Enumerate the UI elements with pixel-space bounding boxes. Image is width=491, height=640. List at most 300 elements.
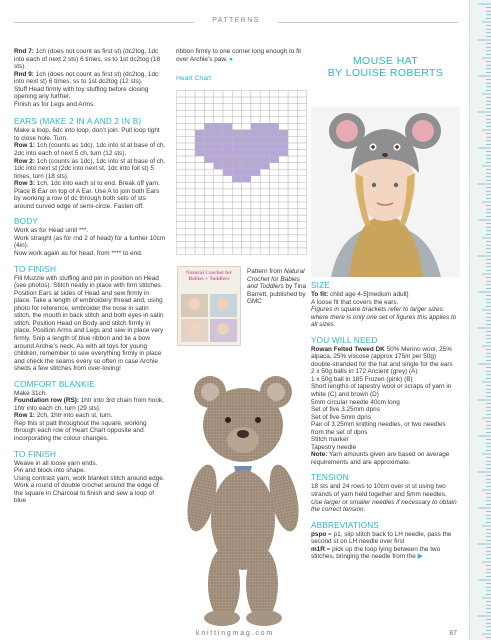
chart-cell bbox=[251, 97, 260, 104]
chart-cell bbox=[195, 176, 204, 183]
chart-cell bbox=[214, 97, 223, 104]
chart-cell bbox=[242, 215, 251, 222]
tofinish-text: Fill Muzzle with stuffing and pin in position on Head (see photos). Stitch neatly in place with firm stitches. Position Ears at sides of Head and sew firmly in place. Take a length of embroidery thread and, using photo for reference, embroider the nose in satin stitch, the mouth in back stitch and both eyes in satin stitch. Position Head on Body and stitch firmly in place. Position Arms and Legs and sew in place very firmly. Snip a length of blue ribbon and tie a bow around Archie’s neck. As with all toys for young children, remember to sew everything firmly in place and check the seams every so often in case Archie sheds a few stitches from over-loving! bbox=[14, 274, 164, 373]
title-line2: BY LOUISE ROBERTS bbox=[327, 66, 444, 79]
chart-cell bbox=[251, 202, 260, 209]
ears-place: Place B Ear on top of A Ear. Use A to join both Ears by working a row of dc through both sets of sts around curved edge of semi-circle. Fasten off. bbox=[14, 187, 160, 210]
chart-cell bbox=[186, 235, 195, 242]
chart-cell bbox=[214, 176, 223, 183]
chart-cell bbox=[177, 248, 186, 255]
chart-cell bbox=[270, 241, 279, 248]
chart-cell bbox=[279, 235, 288, 242]
chart-cell-heart bbox=[251, 169, 260, 176]
need-item: 2 x 50g balls in 172 Ancient (grey) (A) bbox=[311, 368, 418, 376]
chart-cell-heart bbox=[242, 130, 251, 137]
chart-cell bbox=[214, 117, 223, 124]
chart-cell bbox=[288, 169, 297, 176]
chart-cell bbox=[232, 91, 241, 98]
chart-cell-heart bbox=[279, 143, 288, 150]
chart-cell bbox=[177, 241, 186, 248]
chart-cell bbox=[204, 104, 213, 111]
chart-cell bbox=[186, 136, 195, 143]
chart-cell bbox=[223, 97, 232, 104]
chart-cell bbox=[232, 182, 241, 189]
chart-cell-heart bbox=[251, 136, 260, 143]
chart-cell bbox=[177, 228, 186, 235]
size-heading: SIZE bbox=[311, 281, 330, 290]
chart-cell bbox=[251, 195, 260, 202]
chart-cell bbox=[297, 130, 306, 137]
chart-cell-heart bbox=[242, 143, 251, 150]
chart-cell bbox=[204, 91, 213, 98]
chart-cell bbox=[260, 117, 269, 124]
chart-cell bbox=[297, 228, 306, 235]
chart-cell bbox=[288, 189, 297, 196]
chart-cell bbox=[232, 189, 241, 196]
chart-cell bbox=[297, 156, 306, 163]
chart-cell bbox=[270, 182, 279, 189]
chart-cell-heart bbox=[214, 163, 223, 170]
chart-cell bbox=[223, 235, 232, 242]
chart-cell-heart bbox=[204, 136, 213, 143]
chart-cell-heart bbox=[195, 136, 204, 143]
chart-cell-heart bbox=[223, 130, 232, 137]
chart-cell bbox=[242, 195, 251, 202]
chart-cell bbox=[288, 136, 297, 143]
chart-cell bbox=[279, 156, 288, 163]
chart-cell bbox=[177, 176, 186, 183]
ears-row3: Row 3: 1ch, 1dc into each st to end. Break off yarn. bbox=[14, 180, 160, 188]
chart-cell bbox=[186, 189, 195, 196]
chart-cell bbox=[270, 222, 279, 229]
chart-cell bbox=[288, 228, 297, 235]
chart-cell bbox=[242, 248, 251, 255]
chart-cell-heart bbox=[242, 176, 251, 183]
size-fit: To fit: child age 4-5[medium adult] bbox=[311, 291, 409, 298]
book-cover-photos bbox=[181, 294, 237, 342]
chart-cell bbox=[214, 241, 223, 248]
chart-cell bbox=[232, 110, 241, 117]
chart-cell bbox=[242, 222, 251, 229]
column-right bbox=[311, 281, 459, 561]
chart-cell-heart bbox=[214, 143, 223, 150]
need-heading: YOU WILL NEED bbox=[311, 335, 378, 345]
chart-cell-heart bbox=[223, 156, 232, 163]
chart-cell bbox=[288, 156, 297, 163]
chart-cell bbox=[204, 228, 213, 235]
chart-cell bbox=[288, 150, 297, 157]
chart-cell bbox=[232, 241, 241, 248]
chart-cell bbox=[260, 182, 269, 189]
chart-cell bbox=[297, 136, 306, 143]
chart-cell bbox=[288, 163, 297, 170]
chart-cell-heart bbox=[251, 156, 260, 163]
chart-cell bbox=[195, 163, 204, 170]
chart-cell bbox=[288, 123, 297, 130]
chart-cell bbox=[288, 241, 297, 248]
chart-cell bbox=[270, 104, 279, 111]
chart-cell bbox=[242, 104, 251, 111]
chart-cell bbox=[186, 222, 195, 229]
body-heading: BODY bbox=[14, 217, 39, 227]
chart-cell-heart bbox=[279, 150, 288, 157]
chart-cell-heart bbox=[279, 136, 288, 143]
chart-cell bbox=[270, 235, 279, 242]
chart-cell-heart bbox=[204, 156, 213, 163]
ears-intro: Make a loop, 6dc into loop, don’t join. Pull loop tight to close hole. Turn. bbox=[14, 127, 160, 142]
chart-cell bbox=[177, 123, 186, 130]
chart-cell-heart bbox=[195, 150, 204, 157]
chart-cell bbox=[177, 104, 186, 111]
chart-cell bbox=[204, 235, 213, 242]
chart-cell bbox=[279, 97, 288, 104]
chart-cell bbox=[270, 169, 279, 176]
chart-cell-heart bbox=[204, 143, 213, 150]
chart-cell bbox=[195, 156, 204, 163]
blankie-heading: COMFORT BLANKIE bbox=[14, 379, 95, 389]
chart-cell bbox=[177, 150, 186, 157]
chart-cell-heart bbox=[223, 143, 232, 150]
chart-cell bbox=[260, 91, 269, 98]
chart-cell bbox=[195, 104, 204, 111]
tension-text: 18 sts and 24 rows to 10cm over st st using two strands of yarn held together and 5mm needles. bbox=[311, 483, 447, 499]
chart-cell bbox=[279, 104, 288, 111]
chart-cell bbox=[195, 195, 204, 202]
chart-cell bbox=[177, 222, 186, 229]
chart-cell bbox=[195, 189, 204, 196]
chart-cell bbox=[279, 228, 288, 235]
chart-cell bbox=[297, 110, 306, 117]
chart-cell bbox=[279, 215, 288, 222]
chart-cell-heart bbox=[260, 130, 269, 137]
chart-cell-heart bbox=[214, 130, 223, 137]
chart-cell bbox=[270, 215, 279, 222]
ears-row2: Row 2: 1ch (counts as 1dc), 1dc into st at base of ch, 1dc into next st (2dc into next st, 1dc into foll st) 5 times, turn (18 sts). bbox=[14, 157, 166, 180]
need-item: Stitch marker bbox=[311, 436, 349, 444]
chart-cell bbox=[260, 235, 269, 242]
chart-cell-heart bbox=[223, 123, 232, 130]
ears-heading: EARS (MAKE 2 IN A AND 2 IN B) bbox=[14, 117, 142, 127]
chart-cell bbox=[279, 117, 288, 124]
chart-cell bbox=[270, 163, 279, 170]
chart-cell bbox=[288, 209, 297, 216]
chart-cell bbox=[242, 189, 251, 196]
need-item: Set of five 3.25mm dpns bbox=[311, 406, 380, 414]
chart-cell bbox=[260, 195, 269, 202]
chart-cell bbox=[186, 150, 195, 157]
chart-cell bbox=[260, 209, 269, 216]
chart-cell-heart bbox=[195, 143, 204, 150]
footer-site: knittingmag.com bbox=[196, 630, 274, 637]
chart-cell bbox=[177, 156, 186, 163]
chart-cell bbox=[195, 215, 204, 222]
chart-cell bbox=[288, 215, 297, 222]
chart-cell bbox=[279, 182, 288, 189]
chart-cell bbox=[288, 110, 297, 117]
chart-cell bbox=[297, 241, 306, 248]
chart-cell bbox=[195, 209, 204, 216]
chart-cell bbox=[260, 176, 269, 183]
need-item: Short lengths of tapestry wool or scraps of yarn in white (C) and brown (D) bbox=[311, 383, 452, 399]
chart-cell bbox=[232, 123, 241, 130]
chart-cell bbox=[260, 169, 269, 176]
chart-cell-heart bbox=[232, 130, 241, 137]
book-cover bbox=[177, 266, 241, 346]
chart-cell bbox=[177, 202, 186, 209]
chart-cell bbox=[232, 222, 241, 229]
chart-cell bbox=[195, 182, 204, 189]
chart-cell-heart bbox=[204, 123, 213, 130]
chart-cell bbox=[288, 248, 297, 255]
chart-cell-heart bbox=[242, 136, 251, 143]
chart-cell bbox=[297, 235, 306, 242]
chart-cell bbox=[251, 91, 260, 98]
chart-cell bbox=[242, 123, 251, 130]
chart-cell bbox=[177, 130, 186, 137]
body-text: Work as for Head until ***. Work straight (as for rnd 2 of head) for a further 10cm (4in). Now work again as for head, from **** to end. bbox=[14, 227, 166, 258]
chart-cell bbox=[177, 195, 186, 202]
chart-cell-heart bbox=[223, 169, 232, 176]
chart-cell bbox=[260, 110, 269, 117]
chart-cell bbox=[195, 169, 204, 176]
header-rule-right bbox=[278, 22, 458, 23]
chart-cell bbox=[204, 222, 213, 229]
chart-cell bbox=[279, 248, 288, 255]
chart-cell bbox=[251, 248, 260, 255]
chart-cell bbox=[242, 241, 251, 248]
chart-cell bbox=[260, 228, 269, 235]
need-item: Set of five 5mm dpns bbox=[311, 413, 372, 421]
book-cover-title: Natural Crochet for Babies + Toddlers bbox=[185, 270, 232, 282]
chart-cell-heart bbox=[214, 123, 223, 130]
chart-cell bbox=[223, 202, 232, 209]
chart-cell bbox=[232, 195, 241, 202]
ears-row1: Row 1: 1ch (counts as 1dc), 1dc into st at base of ch, 2dc into each of next 5 ch, turn (12 sts). bbox=[14, 142, 166, 158]
chart-cell bbox=[232, 228, 241, 235]
chart-cell bbox=[251, 176, 260, 183]
chart-cell bbox=[251, 110, 260, 117]
chart-cell bbox=[270, 195, 279, 202]
size-loose: A loose fit that covers the ears. bbox=[311, 298, 399, 306]
tofinish2-text: Weave in all loose yarn ends. Pin and block into shape. Using contrast yarn, work blanket stitch around edge. Work a round of double crochet around the edge of the square in Charcoal to finish and sew a loop of blue bbox=[14, 459, 165, 505]
chart-cell-heart bbox=[232, 150, 241, 157]
chart-cell bbox=[251, 189, 260, 196]
chart-cell bbox=[177, 169, 186, 176]
chart-cell bbox=[186, 215, 195, 222]
chart-cell bbox=[204, 176, 213, 183]
chart-cell bbox=[204, 202, 213, 209]
chart-cell-heart bbox=[270, 150, 279, 157]
chart-cell bbox=[270, 97, 279, 104]
chart-cell bbox=[195, 202, 204, 209]
chart-cell bbox=[186, 248, 195, 255]
chart-cell bbox=[195, 228, 204, 235]
tension-note: Use larger or smaller needles if necessary to obtain the correct tension. bbox=[311, 498, 457, 514]
chart-cell bbox=[251, 228, 260, 235]
chart-cell bbox=[214, 169, 223, 176]
chart-cell bbox=[214, 189, 223, 196]
chart-cell bbox=[214, 209, 223, 216]
chart-cell-heart bbox=[270, 156, 279, 163]
chart-cell-heart bbox=[223, 136, 232, 143]
need-item: Pair of 3.25mm knitting needles, or two needles from the set of dpns bbox=[311, 421, 446, 436]
chart-cell bbox=[288, 182, 297, 189]
teddy-bear-photo bbox=[176, 370, 310, 628]
chart-cell bbox=[288, 222, 297, 229]
rnd7-text: Rnd 7: 1ch (does not count as first st) (dc2tog, 1dc into each of next 2 sts) 6 times, ss to 1st dc2tog (18 sts). bbox=[14, 48, 160, 71]
chart-cell bbox=[297, 150, 306, 157]
chart-cell bbox=[177, 215, 186, 222]
chart-cell bbox=[177, 163, 186, 170]
chart-cell bbox=[297, 195, 306, 202]
chart-cell-heart bbox=[242, 169, 251, 176]
chart-cell bbox=[195, 123, 204, 130]
chart-cell-heart bbox=[232, 156, 241, 163]
chart-cell-heart bbox=[232, 136, 241, 143]
size-note: Figures in square brackets refer to larger sizes: where there is only one set of figures this applies to all sizes. bbox=[311, 306, 457, 329]
chart-cell bbox=[214, 91, 223, 98]
chart-cell bbox=[288, 176, 297, 183]
chart-cell bbox=[186, 182, 195, 189]
chart-cell bbox=[251, 222, 260, 229]
chart-cell-heart bbox=[214, 150, 223, 157]
chart-cell bbox=[232, 248, 241, 255]
chart-cell bbox=[242, 97, 251, 104]
chart-cell bbox=[186, 195, 195, 202]
chart-cell bbox=[270, 189, 279, 196]
chart-cell bbox=[260, 248, 269, 255]
chart-cell bbox=[186, 143, 195, 150]
chart-cell bbox=[214, 222, 223, 229]
need-note: Note: Yarn amounts given are based on average requirements and are approximate. bbox=[311, 451, 450, 466]
chart-cell bbox=[186, 110, 195, 117]
chart-cell bbox=[279, 110, 288, 117]
chart-cell bbox=[279, 241, 288, 248]
chart-cell bbox=[223, 182, 232, 189]
chart-cell bbox=[279, 176, 288, 183]
chart-cell bbox=[177, 182, 186, 189]
chart-cell bbox=[270, 202, 279, 209]
chart-cell bbox=[288, 202, 297, 209]
chart-cell bbox=[223, 189, 232, 196]
chart-cell bbox=[223, 91, 232, 98]
pattern-credit: Pattern from Natural Crochet for Babies and Toddlers by Tina Barrett, published by GMC bbox=[247, 268, 307, 306]
page-number: 87 bbox=[449, 630, 457, 637]
stuff-text: Stuff Head firmly with toy stuffing before closing opening any further. bbox=[14, 85, 149, 101]
chart-cell-heart bbox=[260, 136, 269, 143]
chart-cell bbox=[279, 91, 288, 98]
blankie-row1: Row 1: 2ch, 1htr into each st, turn. bbox=[14, 412, 113, 420]
chart-cell bbox=[288, 195, 297, 202]
chart-cell bbox=[186, 163, 195, 170]
chart-cell bbox=[288, 130, 297, 137]
chart-cell bbox=[177, 91, 186, 98]
chart-cell-heart bbox=[242, 163, 251, 170]
chart-cell bbox=[260, 97, 269, 104]
ruler-ticks bbox=[470, 0, 491, 640]
chart-cell bbox=[223, 117, 232, 124]
chart-cell bbox=[297, 97, 306, 104]
chart-cell-heart bbox=[251, 143, 260, 150]
chart-cell bbox=[260, 104, 269, 111]
chart-cell bbox=[270, 228, 279, 235]
chart-cell bbox=[297, 209, 306, 216]
chart-cell bbox=[242, 91, 251, 98]
chart-cell-heart bbox=[270, 136, 279, 143]
chart-cell bbox=[214, 248, 223, 255]
chart-cell bbox=[270, 117, 279, 124]
chart-cell bbox=[195, 222, 204, 229]
chart-cell bbox=[270, 110, 279, 117]
chart-cell-heart bbox=[242, 156, 251, 163]
pattern-title bbox=[311, 56, 460, 79]
chart-cell bbox=[297, 143, 306, 150]
continue-arrow-icon: ▶ bbox=[417, 553, 423, 561]
chart-cell bbox=[279, 169, 288, 176]
chart-cell bbox=[204, 209, 213, 216]
chart-cell bbox=[270, 176, 279, 183]
chart-cell bbox=[242, 235, 251, 242]
chart-cell-heart bbox=[279, 130, 288, 137]
chart-cell bbox=[204, 248, 213, 255]
chart-cell bbox=[214, 215, 223, 222]
chart-cell bbox=[195, 97, 204, 104]
blankie-repeat: Rep this st patt throughout the square, working through each row of Heart Chart opposite and incorporating the colour changes. bbox=[14, 419, 147, 442]
chart-cell bbox=[204, 195, 213, 202]
need-item: 5mm circular needle 40cm long bbox=[311, 398, 400, 406]
chart-cell bbox=[242, 117, 251, 124]
chart-cell bbox=[242, 182, 251, 189]
chart-cell bbox=[214, 195, 223, 202]
chart-cell-heart bbox=[251, 130, 260, 137]
mouse-hat-photo bbox=[311, 107, 460, 277]
chart-cell bbox=[279, 163, 288, 170]
section-label: PATTERNS bbox=[212, 17, 260, 24]
chart-cell bbox=[214, 228, 223, 235]
chart-cell bbox=[297, 182, 306, 189]
chart-cell-heart bbox=[214, 156, 223, 163]
chart-cell-heart bbox=[260, 156, 269, 163]
chart-cell bbox=[177, 143, 186, 150]
chart-cell bbox=[270, 248, 279, 255]
chart-cell bbox=[204, 110, 213, 117]
chart-cell bbox=[186, 176, 195, 183]
chart-cell bbox=[270, 91, 279, 98]
chart-cell-heart bbox=[270, 130, 279, 137]
chart-cell bbox=[204, 97, 213, 104]
chart-cell bbox=[223, 209, 232, 216]
chart-cell bbox=[279, 202, 288, 209]
title-line1: MOUSE HAT bbox=[352, 55, 419, 67]
chart-cell bbox=[195, 248, 204, 255]
chart-cell bbox=[232, 209, 241, 216]
chart-cell bbox=[195, 91, 204, 98]
chart-cell-heart bbox=[204, 130, 213, 137]
chart-cell-heart bbox=[251, 150, 260, 157]
chart-cell bbox=[223, 110, 232, 117]
chart-cell bbox=[223, 104, 232, 111]
chart-cell bbox=[279, 123, 288, 130]
chart-cell-heart bbox=[270, 123, 279, 130]
column-left bbox=[14, 48, 166, 505]
chart-cell bbox=[232, 97, 241, 104]
ribbon-intro: ribbon firmly to one corner long enough to fit over Archie’s paw. ● bbox=[176, 48, 302, 63]
need-yarn: Rowan Felted Tweed DK 50% Merino wool, 25% alpaca, 25% viscose (approx 175m per 50g) double-stranded for the hat and single for the ears bbox=[311, 345, 453, 368]
chart-cell bbox=[177, 189, 186, 196]
chart-cell bbox=[260, 189, 269, 196]
chart-cell bbox=[297, 163, 306, 170]
chart-cell bbox=[195, 235, 204, 242]
